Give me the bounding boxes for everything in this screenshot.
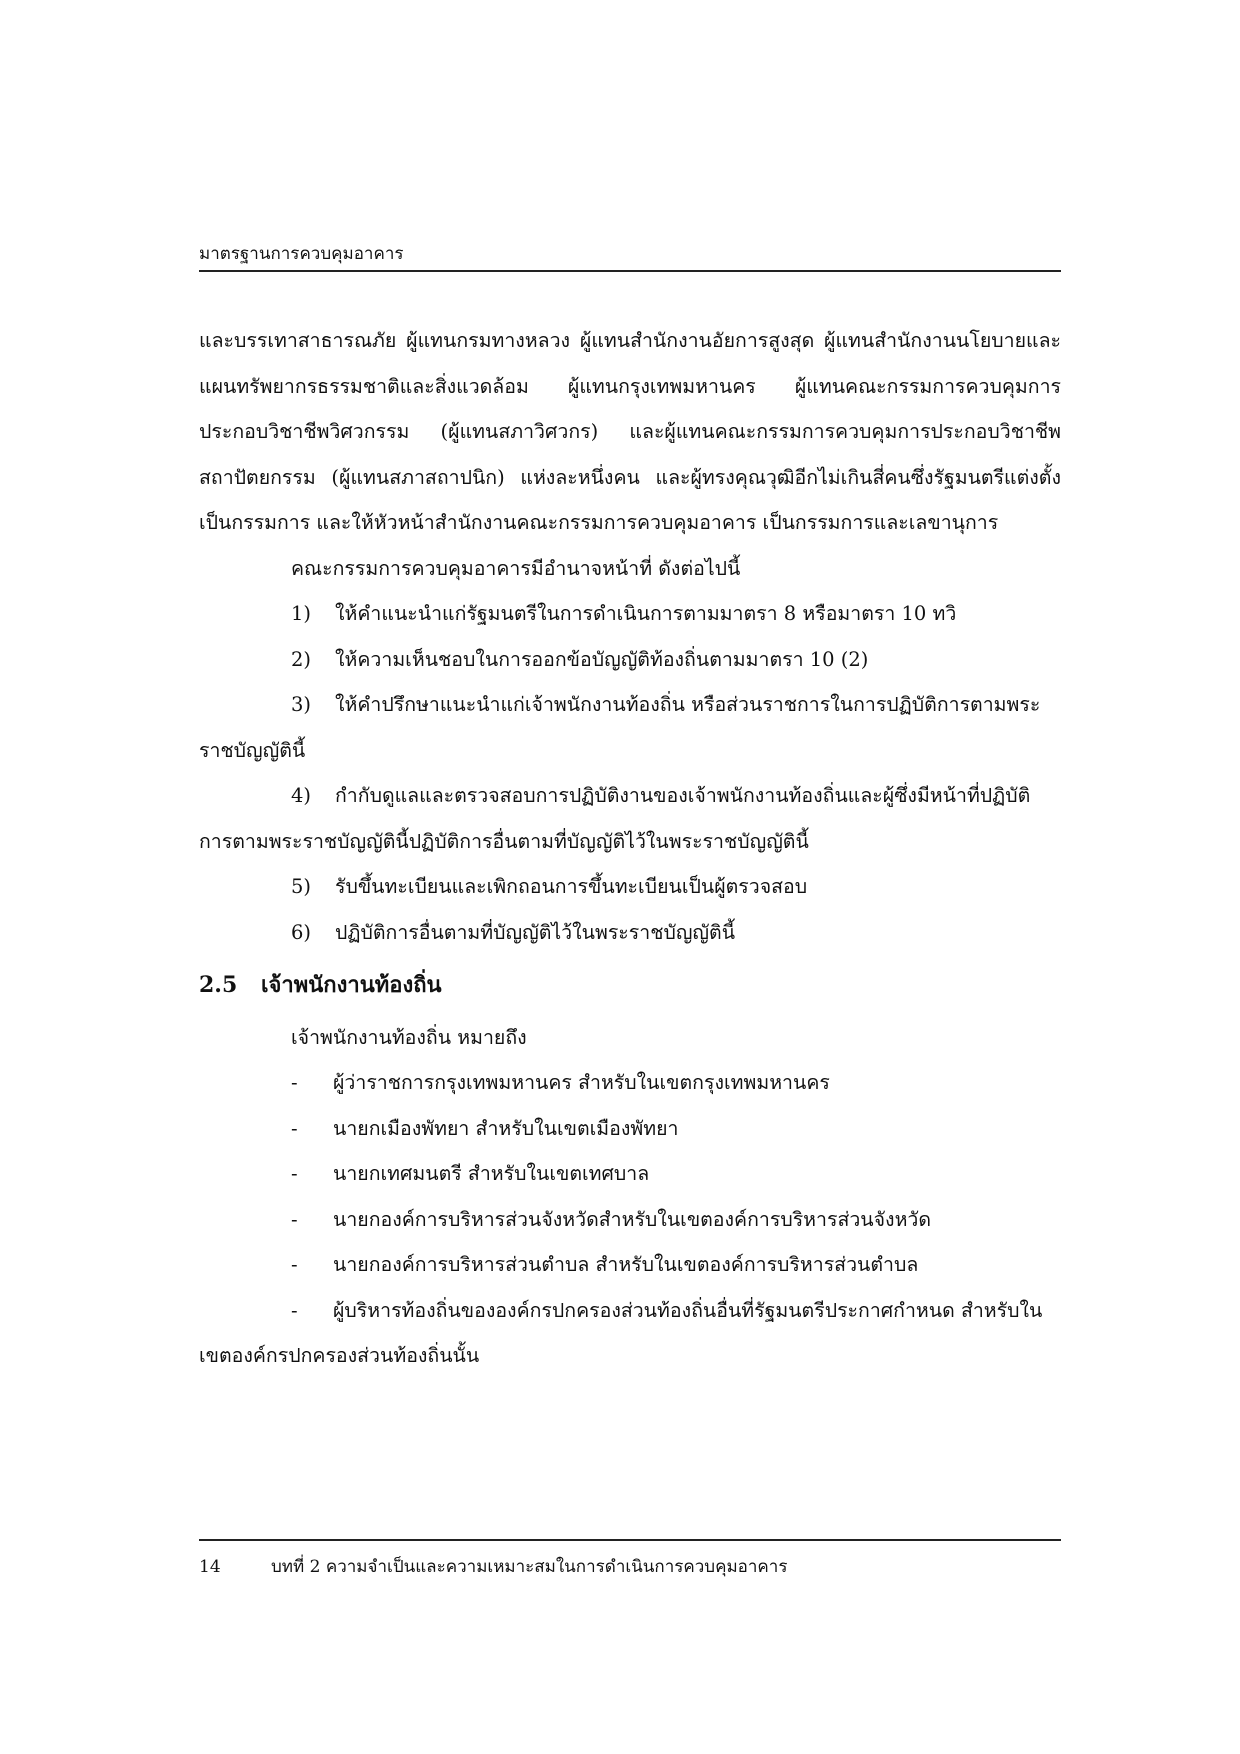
intro-paragraph: และบรรเทาสาธารณภัย ผู้แทนกรมทางหลวง ผู้แทนสำนักงานอัยการสูงสุด ผู้แทนสำนักงานนโยบายและแผนทรัพยากรธรรมชาติและสิ่งแวดล้อม ผู้แทนกรุงเทพมหานคร ผู้แทนคณะกรรมการควบคุมการประกอบวิชาชีพวิศวกรรม (ผู้แทนสภาวิศวกร) และผู้แทนคณะกรรมการควบคุมการประกอบวิชาชีพสถาปัตยกรรม (ผู้แทนสภาสถาปนิก) แห่งละหนึ่งคน และผู้ทรงคุณวุฒิอีกไม่เกินสี่คนซึ่งรัฐมนตรีแต่งตั้ง เป็นกรรมการ และให้หัวหน้าสำนักงานคณะกรรมการควบคุมอาคาร เป็นกรรมการและเลขานุการ (199, 329, 1061, 534)
duty-text: ให้ความเห็นชอบในการออกข้อบัญญัติท้องถิ่นตามมาตรา 10 (2) (335, 647, 869, 671)
duty-text: ให้คำแนะนำแก่รัฐมนตรีในการดำเนินการตามมาตรา 8 หรือมาตรา 10 ทวิ (335, 602, 957, 625)
definition-text: ผู้ว่าราชการกรุงเทพมหานคร สำหรับในเขตกรุงเทพมหานคร (333, 1071, 830, 1094)
page-body (199, 318, 1061, 1379)
dash-marker: - (291, 1116, 298, 1140)
dash-marker: - (291, 1253, 298, 1276)
page-footer (199, 1539, 1061, 1579)
duty-text: กำกับดูแลและตรวจสอบการปฏิบัติงานของเจ้าพนักงานท้องถิ่นและผู้ซึ่งมีหน้าที่ปฏิบัติการตามพระราชบัญญัตินี้ปฏิบัติการอื่นตามที่บัญญัติไว้ในพระราชบัญญัตินี้ (199, 784, 1031, 853)
dash-marker: - (291, 1207, 298, 1231)
definition-text: นายกเทศมนตรี สำหรับในเขตเทศบาล (333, 1162, 650, 1185)
dash-marker: - (291, 1162, 298, 1185)
page-header (199, 242, 1061, 272)
definition-item-1 (199, 1060, 1061, 1106)
duty-item-3 (199, 682, 1061, 773)
definition-item-6 (199, 1288, 1061, 1379)
section-title: เจ้าพนักงานท้องถิ่น (261, 972, 442, 998)
definition-text: ผู้บริหารท้องถิ่นขององค์กรปกครองส่วนท้องถิ่นอื่นที่รัฐมนตรีประกาศกำหนด สำหรับในเขตองค์กรปกครองส่วนท้องถิ่นนั้น (199, 1298, 1043, 1367)
duty-text: รับขึ้นทะเบียนและเพิกถอนการขึ้นทะเบียนเป็นผู้ตรวจสอบ (335, 875, 808, 898)
section-number: 2.5 (199, 972, 238, 998)
definition-text: นายกองค์การบริหารส่วนตำบล สำหรับในเขตองค์การบริหารส่วนตำบล (333, 1253, 919, 1276)
definition-item-4 (199, 1197, 1061, 1243)
duty-item-6 (199, 910, 1061, 956)
dash-marker: - (291, 1071, 298, 1094)
definition-item-3 (199, 1151, 1061, 1197)
definition-item-5 (199, 1242, 1061, 1288)
duty-text: ให้คำปรึกษาแนะนำแก่เจ้าพนักงานท้องถิ่น หรือส่วนราชการในการปฏิบัติการตามพระราชบัญญัตินี้ (199, 693, 1041, 762)
duty-number: 3) (291, 693, 312, 716)
duty-item-4 (199, 773, 1061, 864)
definition-item-2 (199, 1106, 1061, 1152)
chapter-title: บทที่ 2 ความจำเป็นและความเหมาะสมในการดำเนินการควบคุมอาคาร (271, 1557, 788, 1577)
duty-number: 6) (291, 920, 312, 944)
page-number: 14 (199, 1557, 221, 1577)
definition-intro: เจ้าพนักงานท้องถิ่น หมายถึง (291, 1025, 527, 1049)
duty-number: 4) (291, 784, 312, 807)
duty-text: ปฏิบัติการอื่นตามที่บัญญัติไว้ในพระราชบัญญัตินี้ (335, 920, 736, 944)
section-heading (199, 963, 1061, 1009)
duty-item-1 (199, 591, 1061, 637)
duty-number: 2) (291, 647, 312, 671)
duty-item-2 (199, 637, 1061, 683)
definition-text: นายกองค์การบริหารส่วนจังหวัดสำหรับในเขตองค์การบริหารส่วนจังหวัด (333, 1207, 932, 1231)
duty-number: 1) (291, 602, 312, 625)
duty-number: 5) (291, 875, 312, 898)
duty-item-5 (199, 864, 1061, 910)
dash-marker: - (291, 1298, 298, 1322)
running-title: มาตรฐานการควบคุมอาคาร (199, 244, 404, 264)
duties-intro: คณะกรรมการควบคุมอาคารมีอำนาจหน้าที่ ดังต่อไปนี้ (291, 556, 741, 580)
definition-text: นายกเมืองพัทยา สำหรับในเขตเมืองพัทยา (333, 1116, 679, 1140)
